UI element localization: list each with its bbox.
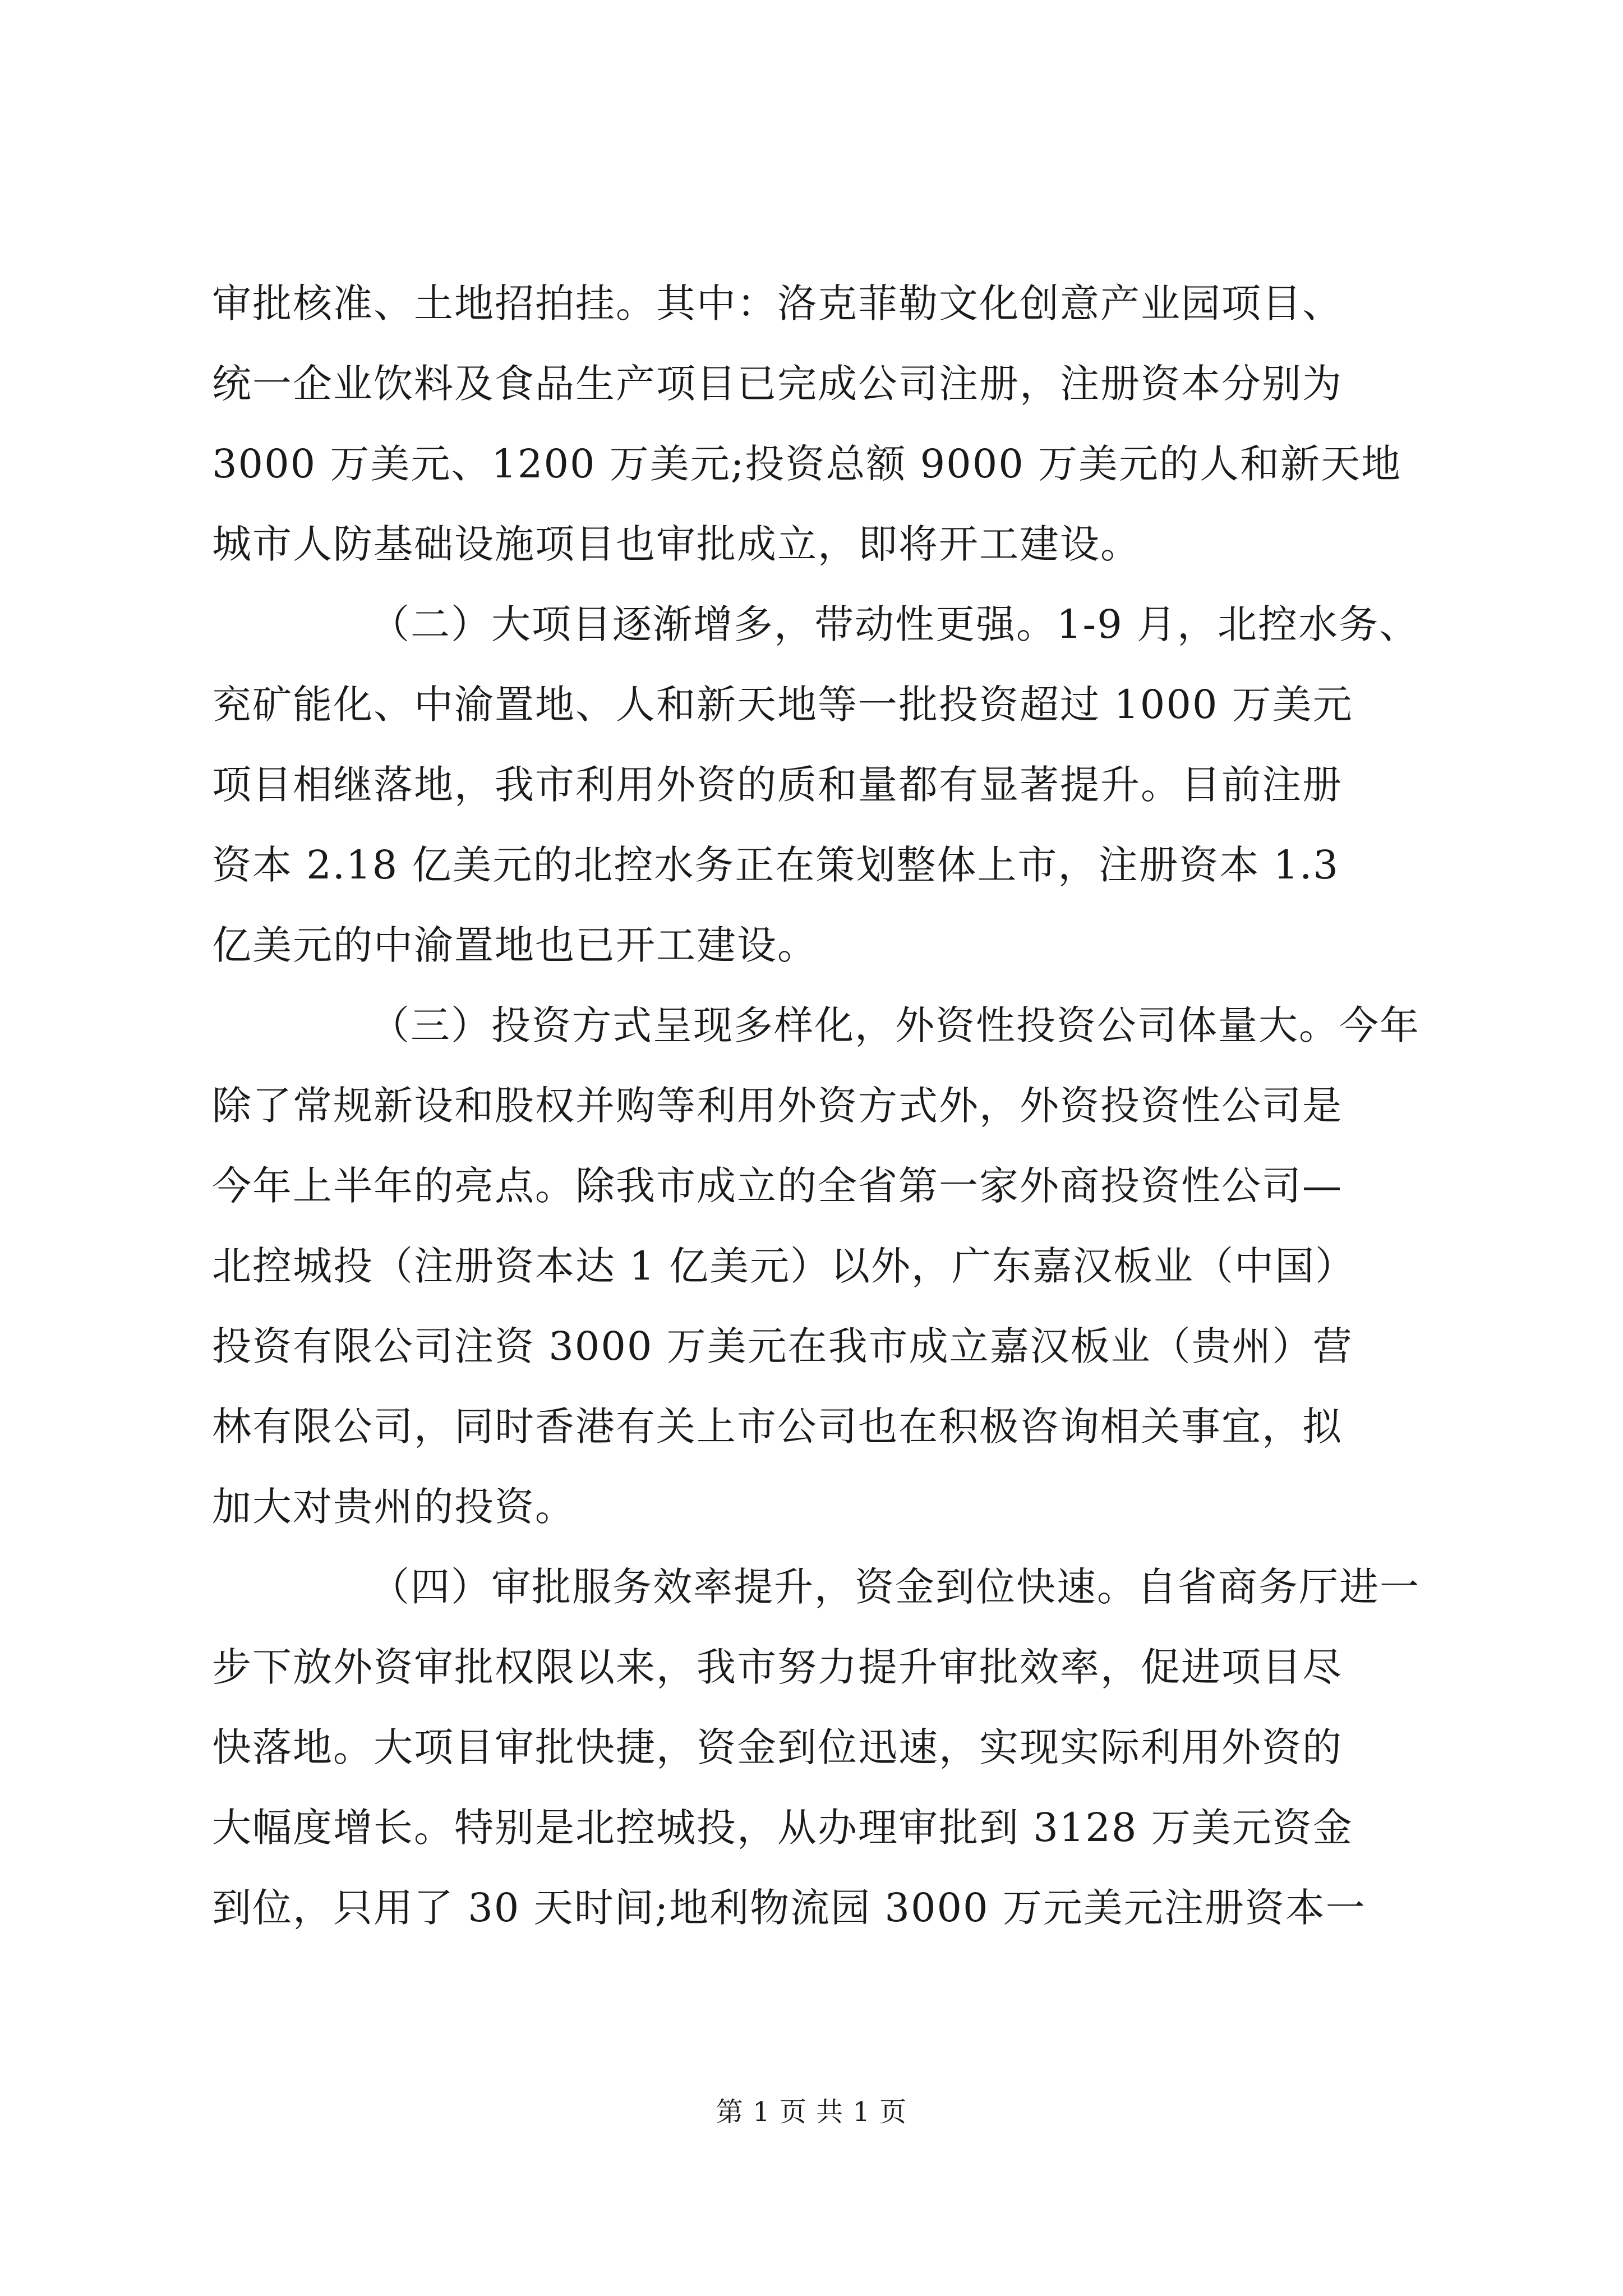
- text-line: 城市人防基础设施项目也审批成立，即将开工建设。: [212, 521, 1141, 567]
- text-line: 北控城投（注册资本达 1 亿美元）以外，广东嘉汉板业（中国）: [212, 1243, 1356, 1289]
- text-line: 统一企业饮料及食品生产项目已完成公司注册，注册资本分别为: [212, 361, 1343, 407]
- text-line: （二）大项目逐渐增多，带动性更强。1-9 月，北控水务、: [370, 601, 1419, 647]
- text-line: 审批核准、土地招拍挂。其中：洛克菲勒文化创意产业园项目、: [212, 280, 1343, 326]
- text-line: 步下放外资审批权限以来，我市努力提升审批效率，促进项目尽: [212, 1644, 1343, 1690]
- text-line: 加大对贵州的投资。: [212, 1484, 575, 1530]
- text-line: （四）审批服务效率提升，资金到位快速。自省商务厅进一: [370, 1564, 1420, 1610]
- text-line: 兖矿能化、中渝置地、人和新天地等一批投资超过 1000 万美元: [212, 682, 1353, 728]
- text-line: 资本 2.18 亿美元的北控水务正在策划整体上市，注册资本 1.3: [212, 842, 1339, 888]
- text-line: 亿美元的中渝置地也已开工建设。: [212, 922, 818, 968]
- text-line: 大幅度增长。特别是北控城投，从办理审批到 3128 万美元资金: [212, 1805, 1353, 1851]
- paragraph-4: [212, 1547, 1420, 1948]
- text-line: 3000 万美元、1200 万美元;投资总额 9000 万美元的人和新天地: [212, 441, 1402, 487]
- text-line: 项目相继落地，我市利用外资的质和量都有显著提升。目前注册: [212, 762, 1343, 808]
- paragraph-3: [212, 986, 1420, 1547]
- text-line: 除了常规新设和股权并购等利用外资方式外，外资投资性公司是: [212, 1083, 1343, 1129]
- text-line: 快落地。大项目审批快捷，资金到位迅速，实现实际利用外资的: [212, 1724, 1343, 1770]
- paragraph-1: [212, 264, 1412, 585]
- text-line: 投资有限公司注资 3000 万美元在我市成立嘉汉板业（贵州）营: [212, 1323, 1353, 1369]
- page-footer: [0, 2095, 1623, 2129]
- paragraph-2: [212, 585, 1419, 986]
- text-line: 到位，只用了 30 天时间;地利物流园 3000 万元美元注册资本一: [212, 1885, 1366, 1931]
- text-line: （三）投资方式呈现多样化，外资性投资公司体量大。今年: [370, 1002, 1420, 1048]
- text-line: 今年上半年的亮点。除我市成立的全省第一家外商投资性公司—: [212, 1163, 1343, 1209]
- text-line: 林有限公司，同时香港有关上市公司也在积极咨询相关事宜，拟: [212, 1404, 1343, 1450]
- page-number-label: 第 1 页 共 1 页: [716, 2096, 907, 2128]
- document-body: [212, 264, 1420, 1948]
